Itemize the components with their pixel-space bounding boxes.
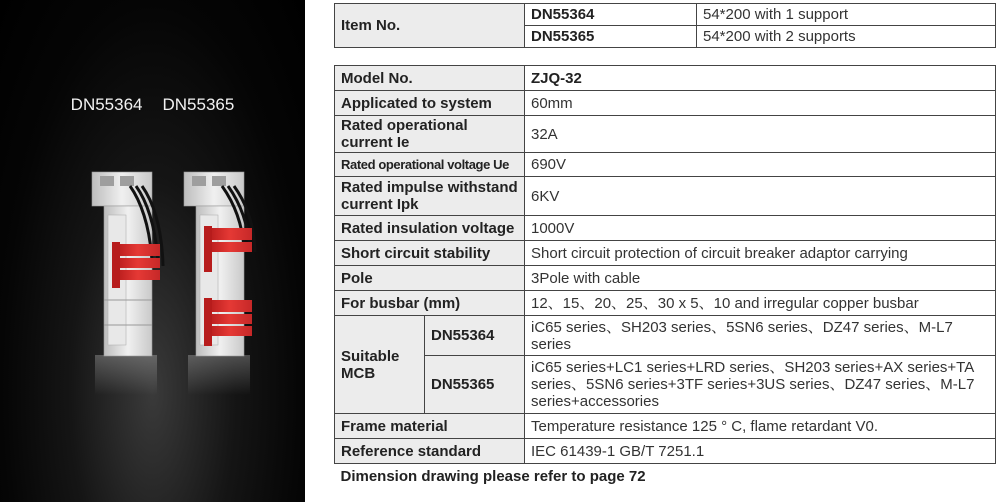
table-row xyxy=(335,66,996,91)
table-row xyxy=(335,116,996,153)
reflection xyxy=(95,355,157,395)
item-code: DN55365 xyxy=(525,26,697,48)
specification-table xyxy=(334,65,996,490)
voltage-value: 690V xyxy=(525,153,996,177)
current-label: Rated operational current Ie xyxy=(335,116,525,153)
mcb-value: iC65 series+LC1 series+LRD series、SH203 series+AX series+TA series、5SN6 series+3TF series+3US series、DZ47 series、M-L7 series+accessories xyxy=(525,356,996,414)
table-row xyxy=(335,266,996,291)
short-circuit-value: Short circuit protection of circuit breaker adaptor carrying xyxy=(525,241,996,266)
table-row xyxy=(335,439,996,464)
product-image-panel xyxy=(0,0,305,502)
mcb-code: DN55364 xyxy=(425,316,525,356)
system-value: 60mm xyxy=(525,91,996,116)
item-number-table xyxy=(334,3,996,48)
busbar-value: 12、15、20、25、30 x 5、10 and irregular copper busbar xyxy=(525,291,996,316)
item-desc: 54*200 with 1 support xyxy=(697,4,996,26)
voltage-label: Rated operational voltage Ue xyxy=(335,153,525,177)
frame-material-value: Temperature resistance 125 ° C, flame retardant V0. xyxy=(525,414,996,439)
table-row xyxy=(335,216,996,241)
system-label: Applicated to system xyxy=(335,91,525,116)
adapter-dn55365 xyxy=(184,172,255,356)
adapter-dn55364 xyxy=(92,172,163,356)
item-no-label: Item No. xyxy=(335,4,525,48)
suitable-mcb-label: Suitable MCB xyxy=(335,316,425,414)
product-label-2: DN55365 xyxy=(162,95,235,114)
table-row xyxy=(335,177,996,216)
product-label-1: DN55364 xyxy=(70,95,143,114)
dimension-footnote: Dimension drawing please refer to page 72 xyxy=(335,464,996,490)
busbar-label: For busbar (mm) xyxy=(335,291,525,316)
reference-standard-label: Reference standard xyxy=(335,439,525,464)
frame-material-label: Frame material xyxy=(335,414,525,439)
mcb-code: DN55365 xyxy=(425,356,525,414)
model-label: Model No. xyxy=(335,66,525,91)
item-code: DN55364 xyxy=(525,4,697,26)
item-desc: 54*200 with 2 supports xyxy=(697,26,996,48)
current-value: 32A xyxy=(525,116,996,153)
table-row xyxy=(335,291,996,316)
model-value: ZJQ-32 xyxy=(525,66,996,91)
reflection xyxy=(188,355,250,395)
table-row xyxy=(335,91,996,116)
insulation-label: Rated insulation voltage xyxy=(335,216,525,241)
table-row xyxy=(335,316,996,356)
table-row xyxy=(335,356,996,414)
mcb-value: iC65 series、SH203 series、5SN6 series、DZ47 series、M-L7 series xyxy=(525,316,996,356)
insulation-value: 1000V xyxy=(525,216,996,241)
reference-standard-value: IEC 61439-1 GB/T 7251.1 xyxy=(525,439,996,464)
table-row xyxy=(335,241,996,266)
table-row xyxy=(335,414,996,439)
table-row xyxy=(335,4,996,26)
pole-label: Pole xyxy=(335,266,525,291)
table-row xyxy=(335,153,996,177)
pole-value: 3Pole with cable xyxy=(525,266,996,291)
short-circuit-label: Short circuit stability xyxy=(335,241,525,266)
busbar-adapter-illustration xyxy=(0,0,305,502)
table-row xyxy=(335,464,996,490)
impulse-value: 6KV xyxy=(525,177,996,216)
impulse-label: Rated impulse withstand current Ipk xyxy=(335,177,525,216)
